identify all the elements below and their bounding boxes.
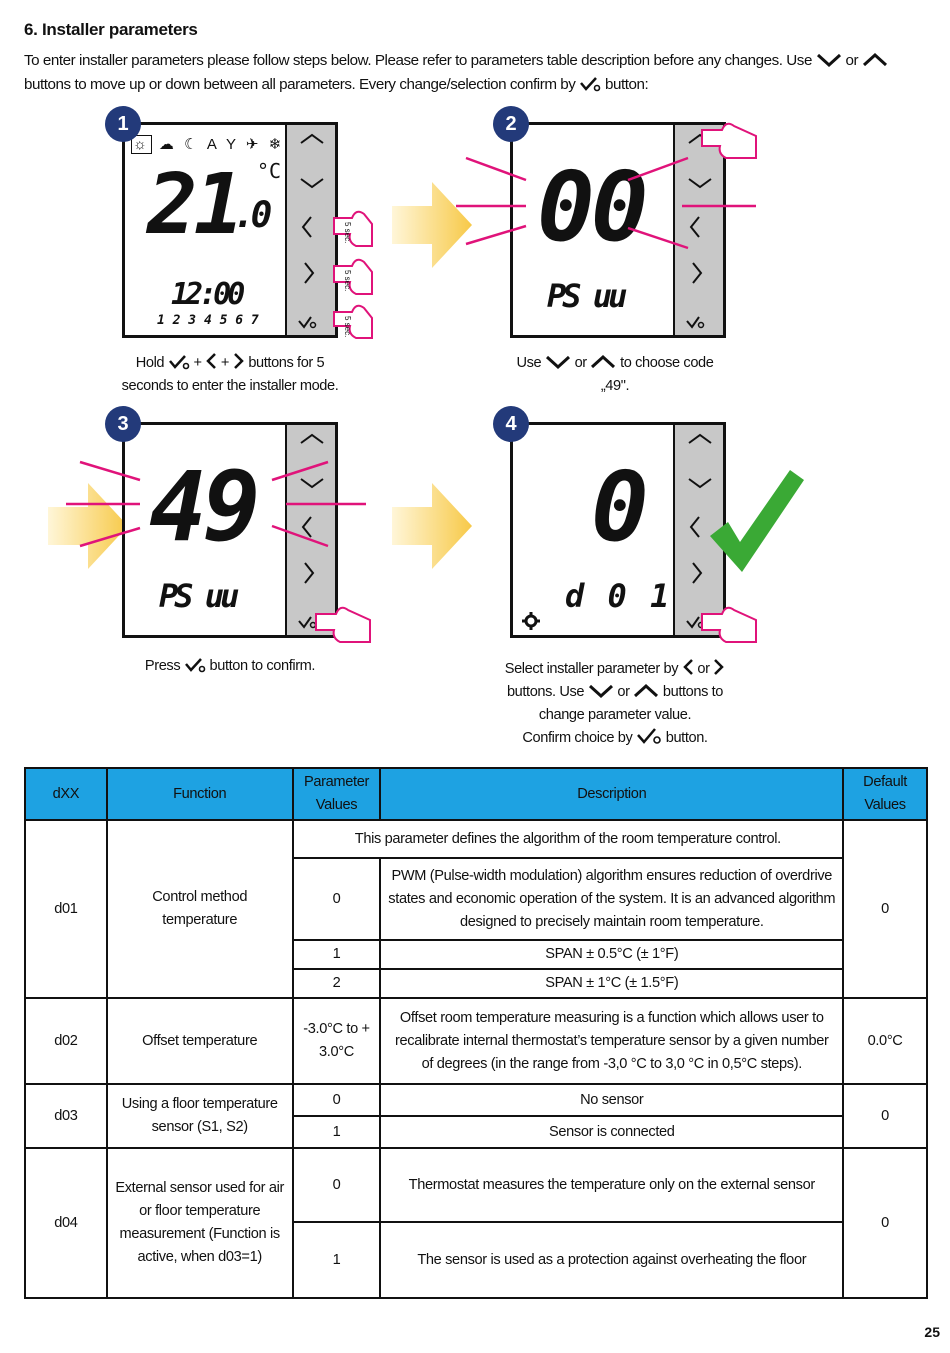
step-badge-2: 2 — [493, 106, 529, 142]
param-code: d03 — [25, 1084, 107, 1148]
param-function: Offset temperature — [107, 998, 293, 1084]
thermostat-device-1 — [122, 122, 338, 338]
caption-line-3: change parameter value. — [538, 707, 692, 723]
down-button — [301, 179, 323, 187]
party-icon: Y — [225, 136, 239, 153]
header-description: Description — [380, 768, 843, 820]
lcd-code-label: PS uu — [547, 277, 624, 315]
param-function: Control method temperature — [107, 820, 293, 998]
confirm-check-icon — [168, 354, 190, 370]
param-description: The sensor is used as a protection against overheating the floor — [380, 1222, 843, 1298]
caption-text: buttons. Use — [506, 684, 585, 700]
chevron-up-icon — [590, 354, 616, 370]
intro-text-2: buttons to move up or down between all parameters. Every change/selection confirm by — [24, 76, 576, 93]
caption-line-4 — [490, 727, 740, 750]
header-dxx: dXX — [25, 768, 107, 820]
lcd-parameter-code: d 0 1 — [565, 577, 672, 615]
caption-text: buttons to — [662, 684, 724, 700]
section-title: 6. Installer parameters — [24, 20, 198, 39]
step-3-caption — [120, 655, 340, 678]
caption-rest: to choose code „49". — [600, 355, 714, 394]
step-badge-1: 1 — [105, 106, 141, 142]
param-value: 1 — [293, 1222, 381, 1298]
chevron-right-icon — [233, 352, 245, 370]
chevron-up-icon — [633, 683, 659, 699]
hold-label-1: 5 sec. — [343, 222, 352, 244]
gear-icon — [521, 611, 541, 631]
step-1-caption: Hold + + buttons for 5 seconds to enter the installer mode. — [110, 352, 350, 398]
installer-parameters-table — [24, 767, 928, 1299]
up-button — [301, 135, 323, 143]
caption-press: Press — [144, 658, 181, 674]
step-4-caption — [490, 658, 740, 750]
step-badge-3: 3 — [105, 406, 141, 442]
caption-text: Select installer parameter by — [504, 661, 679, 677]
page-number: 25 — [924, 1324, 940, 1340]
table-row — [25, 998, 927, 1084]
intro-text-1: To enter installer parameters please follow steps below. Please refer to parameters table description before any changes. Use — [24, 52, 812, 69]
param-default: 0 — [843, 820, 927, 998]
param-value: 0 — [293, 1084, 381, 1116]
right-button — [305, 263, 313, 283]
caption-or: or — [697, 661, 710, 677]
chevron-up-icon — [862, 52, 888, 68]
confirm-check-icon — [636, 727, 662, 745]
param-value: 0 — [293, 1148, 381, 1222]
table-row — [25, 1148, 927, 1222]
caption-hold: Hold — [135, 355, 165, 371]
header-parameter-values: Parameter Values — [293, 768, 381, 820]
table-header-row — [25, 768, 927, 820]
confirm-button — [299, 317, 311, 327]
panel-buttons — [287, 125, 337, 335]
param-function: Using a floor temperature sensor (S1, S2) — [107, 1084, 293, 1148]
confirm-check-icon — [579, 76, 601, 92]
hand-press-icon — [700, 604, 760, 646]
param-default: 0.0°C — [843, 998, 927, 1084]
step-arrow-icon — [392, 483, 472, 569]
chevron-down-icon — [588, 683, 614, 699]
param-value: 0 — [293, 858, 381, 940]
lcd-code-value: 00 — [537, 151, 645, 263]
hold-label-3: 5 sec. — [343, 316, 352, 338]
chevron-left-icon — [205, 352, 217, 370]
chevron-down-icon — [545, 354, 571, 370]
thermostat-device-4 — [510, 422, 726, 638]
intro-text-3: button: — [605, 76, 649, 93]
param-description: Offset room temperature measuring is a function which allows user to recalibrate internal thermostat’s temperature sensor by a given number of degrees (in the range from -3,0 °C to 3,0 °C in 0,5°C steps). — [380, 998, 843, 1084]
param-value: 2 — [293, 969, 381, 998]
lcd-temperature-decimal: .0 — [233, 195, 269, 236]
param-description: No sensor — [380, 1084, 843, 1116]
confirm-check-icon — [184, 657, 206, 673]
param-description: PWM (Pulse-width modulation) algorithm ensures reduction of overdrive states and economic operation of the system. It is an advanced algorithm designed to precisely maintain room temperature. — [380, 858, 843, 940]
green-checkmark-icon — [706, 466, 806, 576]
param-code: d01 — [25, 820, 107, 998]
caption-use: Use — [516, 355, 542, 371]
caption-line-1 — [490, 658, 740, 681]
chevron-right-icon — [713, 658, 725, 676]
sun-icon: ☼ — [133, 136, 150, 153]
chevron-left-icon — [682, 658, 694, 676]
param-value: 1 — [293, 1116, 381, 1148]
mode-icons-row — [131, 135, 284, 153]
step-2-caption — [515, 352, 715, 398]
intro-or: or — [845, 52, 859, 69]
caption-rest: buttons for 5 seconds to enter the installer mode. — [121, 355, 339, 394]
table-row — [25, 1084, 927, 1116]
param-description: Sensor is connected — [380, 1116, 843, 1148]
frost-icon: ❄ — [268, 136, 285, 153]
hand-press-icon — [700, 120, 760, 162]
param-value: 1 — [293, 940, 381, 969]
lcd-code-label: PS uu — [159, 577, 236, 615]
moon-icon: ☾ — [184, 136, 201, 153]
blink-rays — [456, 148, 756, 258]
param-value: -3.0°C to + 3.0°C — [293, 998, 381, 1084]
blink-rays — [66, 448, 366, 558]
param-description: SPAN ± 1°C (± 1.5°F) — [380, 969, 843, 998]
lcd-days: 1 2 3 4 5 6 7 — [157, 313, 259, 328]
header-default-values: Default Values — [843, 768, 927, 820]
caption-text: button. — [665, 730, 708, 746]
caption-or: or — [617, 684, 630, 700]
param-description: Thermostat measures the temperature only on the external sensor — [380, 1148, 843, 1222]
param-intro: This parameter defines the algorithm of the room temperature control. — [293, 820, 844, 858]
hand-press-icons — [332, 206, 376, 340]
button-panel — [285, 125, 335, 335]
header-function: Function — [107, 768, 293, 820]
param-code: d04 — [25, 1148, 107, 1298]
hold-label-2: 5 sec. — [343, 270, 352, 292]
lcd-parameter-value: 0 — [591, 451, 645, 563]
holiday-icon: ✈ — [245, 136, 262, 153]
table-row — [25, 820, 927, 858]
intro-paragraph — [24, 49, 934, 97]
hand-press-icon — [314, 604, 374, 646]
cloud-icon: ☁ — [158, 136, 177, 153]
param-default: 0 — [843, 1148, 927, 1298]
lcd-time: 12:00 — [171, 277, 242, 312]
auto-icon: A — [206, 136, 220, 153]
chevron-down-icon — [816, 52, 842, 68]
lcd-code-value: 49 — [149, 451, 257, 563]
caption-rest: button to confirm. — [209, 658, 316, 674]
caption-text: Confirm choice by — [522, 730, 633, 746]
param-code: d02 — [25, 998, 107, 1084]
left-button — [303, 217, 311, 237]
param-default: 0 — [843, 1084, 927, 1148]
step-badge-4: 4 — [493, 406, 529, 442]
lcd-unit: °C — [257, 159, 282, 183]
lcd-temperature: 21 — [147, 155, 241, 253]
caption-line-2 — [490, 681, 740, 704]
caption-or: or — [574, 355, 587, 371]
param-description: SPAN ± 0.5°C (± 1°F) — [380, 940, 843, 969]
param-function: External sensor used for air or floor temperature measurement (Function is active, when d03=1) — [107, 1148, 293, 1298]
